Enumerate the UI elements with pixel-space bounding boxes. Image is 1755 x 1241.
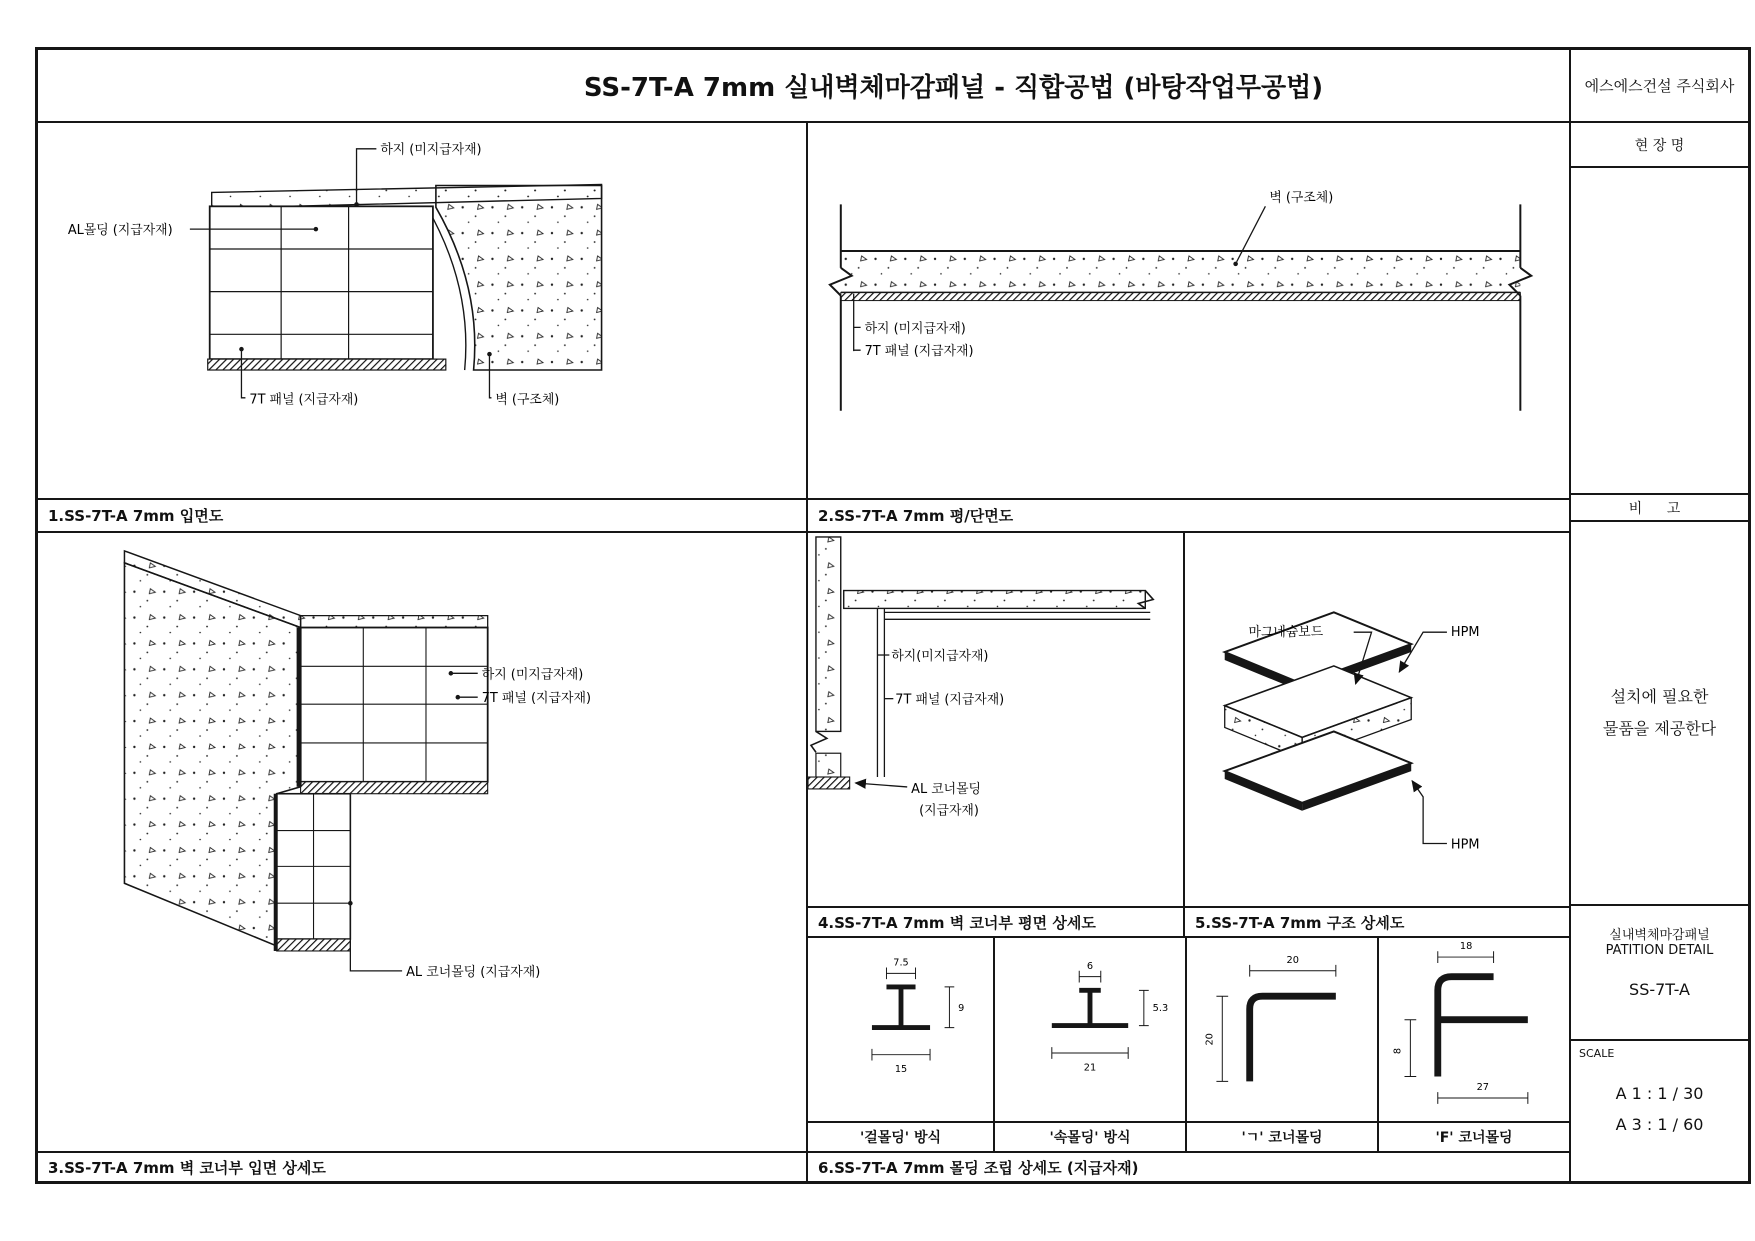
profile-caption-g: [1186, 1122, 1378, 1152]
leader-dot: [1233, 262, 1238, 267]
dim-bottom: 21: [1083, 1062, 1097, 1074]
sheet-title: SS-7T-A 7mm 실내벽체마감패널 - 직합공법 (바탕작업무공법): [583, 73, 1324, 103]
label-board: 마그네슘보드: [1248, 625, 1324, 641]
concrete-wall-left-cont: [816, 753, 841, 777]
site-field: [1570, 167, 1749, 494]
leader-dot: [449, 671, 454, 676]
dim-bottom: 27: [1476, 1081, 1490, 1093]
caption-text: '걸몰딩' 방식: [859, 1130, 942, 1146]
dim-side: 8: [1392, 1047, 1404, 1054]
concrete-wall-face: [436, 185, 602, 370]
leader-dot: [456, 695, 461, 700]
caption-panel-1: [37, 499, 807, 532]
sheet-title-box: [1570, 905, 1749, 1040]
break-symbol: [811, 731, 827, 752]
dim-side: 5.3: [1152, 1002, 1169, 1014]
caption-text: 3.SS-7T-A 7mm 벽 코너부 입면 상세도: [48, 1158, 326, 1177]
lower-molding-hatch: [277, 939, 351, 951]
profile-shape: [1250, 996, 1336, 1081]
profile-f-drawing: [1381, 939, 1567, 1121]
dim-top: 20: [1286, 954, 1299, 966]
dim-top: 18: [1459, 940, 1473, 952]
company-name: 에스에스건설 주식회사: [1584, 77, 1735, 95]
caption-text: 2.SS-7T-A 7mm 평/단면도: [818, 507, 1014, 525]
scale-a1: A 1 : 1 / 30: [1615, 1084, 1704, 1103]
dim-top: 6: [1086, 960, 1094, 972]
dim-line-side: [1139, 990, 1149, 1025]
site-label: 현 장 명: [1634, 137, 1685, 154]
profile-g-drawing: [1189, 939, 1375, 1121]
panel-4-drawing: [808, 533, 1182, 905]
panel-3-drawing: [38, 533, 808, 1150]
dim-line-side: [1404, 1019, 1416, 1076]
panel-1-elevation: [37, 122, 807, 499]
label-base: 하지(미지급자재): [891, 648, 989, 664]
profile-caption-f: [1378, 1122, 1570, 1152]
corner-molding-edge: [297, 628, 302, 787]
label-panel: 7T 패널 (지급자재): [864, 344, 974, 360]
leader-dot: [348, 901, 353, 906]
panel-layer-hatch: [841, 293, 1521, 301]
bottom-molding-hatch: [301, 782, 488, 794]
caption-text: 5.SS-7T-A 7mm 구조 상세도: [1195, 913, 1405, 932]
hpm-bottom-plate: [1225, 731, 1411, 802]
caption-text: 'F' 코너몰딩: [1435, 1130, 1513, 1146]
profile-cell-geol: [807, 937, 994, 1122]
label-base: 하지 (미지급자재): [481, 667, 584, 683]
sheet-title-en: PATITION DETAIL: [1605, 943, 1714, 958]
panel-1-drawing: [38, 123, 808, 497]
dim-top: 7.5: [892, 957, 909, 969]
panel-3-corner-elevation: [37, 532, 807, 1152]
label-wall: 벽 (구조체): [1269, 190, 1334, 206]
site-header: [1570, 122, 1749, 167]
profile-cell-sok: [994, 937, 1186, 1122]
dim-line-top: [1079, 970, 1101, 982]
scale-a3: A 3 : 1 / 60: [1615, 1115, 1704, 1134]
leader-hpm-bottom: [1412, 781, 1447, 843]
caption-text: '속몰딩' 방식: [1049, 1130, 1131, 1146]
leader-corner-molding: [856, 783, 908, 787]
profile-shape: [871, 986, 929, 1027]
label-panel: 7T 패널 (지급자재): [481, 691, 592, 707]
label-base: 하지 (미지급자재): [864, 321, 966, 337]
profile-geol-drawing: [809, 939, 993, 1121]
caption-panel-4: [807, 907, 1184, 937]
scale-label: SCALE: [1579, 1047, 1615, 1060]
panel-5-drawing: [1185, 533, 1568, 905]
sheet-title-kr: 실내벽체마감패널: [1609, 928, 1710, 943]
profile-cell-g-corner: [1186, 937, 1378, 1122]
sheet-code: SS-7T-A: [1629, 980, 1690, 999]
label-hpm-top: HPM: [1450, 625, 1480, 641]
profile-sok-drawing: [997, 939, 1183, 1121]
dim-line-side: [944, 986, 954, 1027]
label-molding: AL몰딩 (지급자재): [67, 223, 173, 239]
caption-panel-3: [37, 1152, 807, 1182]
caption-text: 1.SS-7T-A 7mm 입면도: [48, 507, 224, 525]
leader-dot: [239, 347, 244, 352]
profile-cell-f-corner: [1378, 937, 1570, 1122]
remarks-box: [1570, 521, 1749, 905]
leader-lower: [854, 294, 861, 352]
label-panel: 7T 패널 (지급자재): [249, 392, 359, 408]
label-corner-molding: AL 코너몰딩 (지급자재): [406, 964, 541, 980]
profile-caption-geol: [807, 1122, 994, 1152]
leader-dot: [354, 202, 359, 207]
dim-bottom: 15: [894, 1063, 907, 1075]
corner-molding-lower: [274, 794, 278, 951]
dim-line-bottom: [1052, 1047, 1128, 1059]
dim-line-top: [1438, 951, 1494, 963]
label-wall: 벽 (구조체): [495, 392, 560, 408]
panel-2-drawing: [808, 123, 1571, 497]
sheet-border: [35, 47, 1751, 1184]
dim-side: 9: [957, 1002, 964, 1014]
bottom-molding-hatch: [208, 359, 446, 370]
dim-line-bottom: [1438, 1092, 1528, 1104]
caption-panel-6: [807, 1152, 1570, 1182]
caption-text: 6.SS-7T-A 7mm 몰딩 조립 상세도 (지급자재): [818, 1158, 1139, 1177]
profile-caption-sok: [994, 1122, 1186, 1152]
molding-end-hatch: [808, 777, 850, 789]
company-box: [1570, 49, 1749, 122]
label-corner-molding-1: AL 코너몰딩: [911, 781, 982, 797]
profile-shape: [1052, 990, 1128, 1025]
remarks-label: 비 고: [1628, 500, 1691, 517]
base-layer-strip: [301, 616, 488, 628]
dim-line-bottom: [871, 1048, 929, 1060]
label-corner-molding-2: (지급자재): [919, 803, 979, 819]
dim-line-side: [1216, 996, 1228, 1081]
panel-5-structure: [1184, 532, 1570, 907]
dim-line-top: [886, 967, 915, 979]
scale-box: [1570, 1040, 1749, 1182]
profile-shape: [1438, 976, 1494, 1076]
leader-dot: [314, 227, 319, 232]
label-hpm-bottom: HPM: [1450, 837, 1480, 853]
concrete-wall-left: [816, 537, 841, 731]
title-block: [37, 49, 1570, 122]
caption-text: 'ㄱ' 코너몰딩: [1241, 1130, 1323, 1146]
caption-panel-5: [1184, 907, 1570, 937]
remark-line-2: 물품을 제공한다: [1602, 719, 1717, 738]
caption-text: 4.SS-7T-A 7mm 벽 코너부 평면 상세도: [818, 913, 1096, 932]
dim-line-top: [1250, 964, 1336, 976]
leader-dot: [487, 352, 492, 357]
label-panel: 7T 패널 (지급자재): [895, 692, 1005, 708]
leader-corner-molding: [350, 905, 402, 971]
panel-2-section: [807, 122, 1570, 499]
remarks-header: [1570, 494, 1749, 521]
caption-panel-2: [807, 499, 1570, 532]
panel-4-corner-plan: [807, 532, 1184, 907]
label-base: 하지 (미지급자재): [380, 142, 482, 158]
remark-line-1: 설치에 필요한: [1610, 687, 1709, 706]
slab-concrete: [841, 251, 1521, 293]
concrete-wall-top: [844, 591, 1146, 609]
dim-side: 20: [1204, 1032, 1216, 1046]
